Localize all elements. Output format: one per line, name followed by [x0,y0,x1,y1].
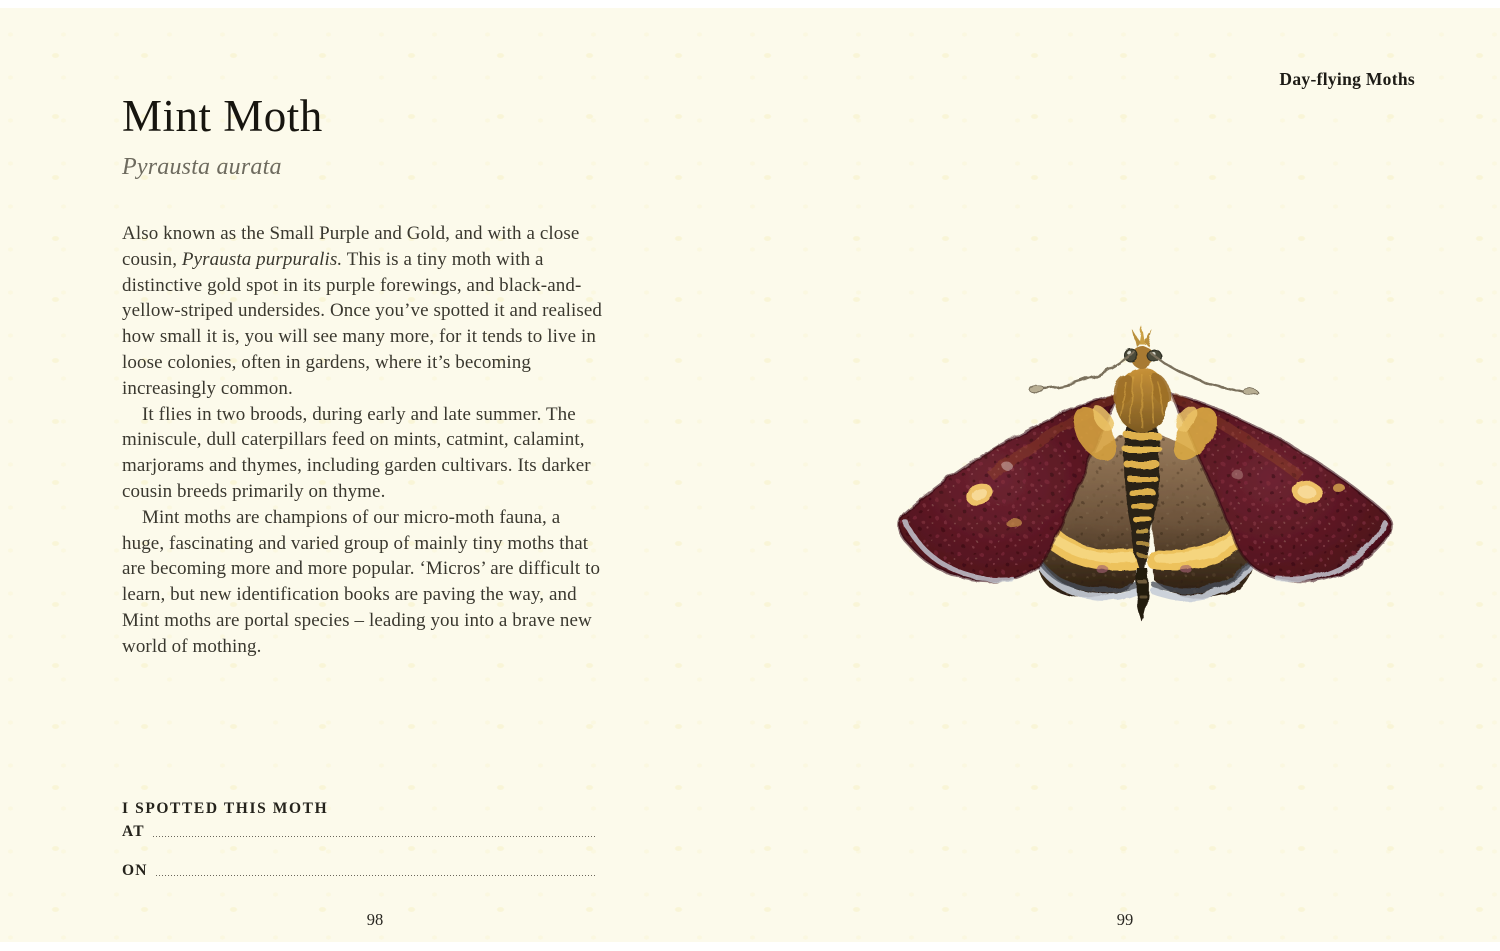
spotting-log-at-row [122,823,597,841]
running-header: Day-flying Moths [1279,69,1415,89]
page-number-right: 99 [1116,910,1134,929]
on-fill-line [156,873,597,876]
spotting-log-heading: I SPOTTED THIS MOTH [122,800,329,817]
paragraph-2: It flies in two broods, during early and late summer. The miniscule, dull caterpillars feed on mints, catmint, calamint, marjorams and thymes, including garden cultivars. Its darker cousin breeds primarily on thyme. [122,403,591,502]
on-label: ON [122,862,148,879]
paragraph-1-text: Also known as the Small Purple and Gold, and with a close cousin, [122,223,580,270]
page-spread [0,8,1500,942]
head [1124,326,1160,369]
paragraph-1 [122,221,606,402]
species-subtitle: Pyrausta aurata [122,154,282,180]
page-title: Mint Moth [122,91,323,141]
mint-moth-illustration [890,316,1400,634]
page-number-left: 98 [366,910,384,929]
spotting-log-on-row [122,862,597,880]
paragraph-3: Mint moths are champions of our micro-moth fauna, a huge, fascinating and varied group of mainly tiny moths that are becoming more and more popular. ‘Micros’ are difficult to learn, but new identification books are paving the way, and Mint moths are portal species – leading you into a brave new world of mothing. [122,506,601,657]
at-label: AT [122,823,145,840]
at-fill-line [153,834,597,837]
thorax [1109,368,1176,432]
paragraph-1-text-cont: This is a tiny moth with a distinctive gold spot in its purple forewings, and black-and-yellow-striped undersides. Once you’ve spotted it and realised how small it is, you will see many more, for it tends to live in loose colonies, often in gardens, where it’s becoming increasingly common. [122,248,603,399]
species-name-inline: Pyrausta purpuralis. [181,248,343,270]
body-text [122,221,606,660]
